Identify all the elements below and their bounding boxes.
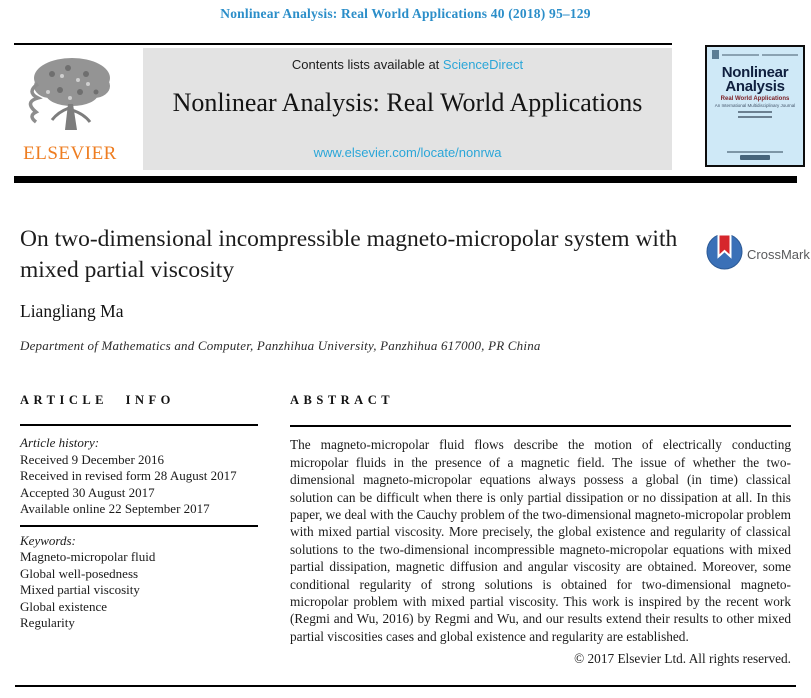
cover-header-bar [762,54,799,56]
journal-banner [143,48,672,170]
keyword-item: Global existence [20,598,107,614]
crossmark-icon [706,233,743,275]
banner-bottom-bar [14,176,797,183]
cover-header-bar [722,54,759,56]
keyword-item: Mixed partial viscosity [20,582,140,598]
cover-subtitle: Real World Applications [720,96,790,102]
keywords-label: Keywords: [20,532,76,548]
journal-title: Nonlinear Analysis: Real World Applications [172,88,643,117]
history-item: Accepted 30 August 2017 [20,484,155,500]
article-history-label: Article history: [20,435,100,451]
journal-cover-thumbnail[interactable] [705,45,805,167]
article-title: On two-dimensional incompressible magneto-micropolar system with mixed partial viscosity [20,226,678,283]
keyword-item: Regularity [20,614,75,630]
abstract-rule [290,425,791,427]
cover-editors-bar [738,111,772,113]
elsevier-wordmark: ELSEVIER [23,143,117,164]
cover-tagline: An International Multidisciplinary Journal [714,103,796,108]
abstract-column [290,392,791,668]
bottom-divider [15,685,796,687]
cover-editors-bar [738,116,772,118]
cover-title [707,66,803,93]
author-affiliation: Department of Mathematics and Computer, Panzhihua University, Panzhihua 617000, PR China [20,338,541,353]
article-info-heading: ARTICLE INFO [20,393,175,407]
crossmark-button[interactable] [706,233,810,275]
keyword-item: Global well-posedness [20,565,139,581]
cover-title-line2: Analysis [725,77,785,95]
cover-footer [707,151,803,160]
cover-footer-bar [727,151,783,153]
cover-sciencedirect-mark [740,155,770,160]
history-item: Available online 22 September 2017 [20,501,210,517]
journal-citation-header: Nonlinear Analysis: Real World Applications 40 (2018) 95–129 [220,6,591,21]
abstract-heading: ABSTRACT [290,393,395,407]
contents-line [143,57,672,72]
contents-line-prefix: Contents lists available at [291,57,443,72]
cover-header [707,47,803,59]
sciencedirect-link[interactable]: ScienceDirect [442,57,524,72]
history-item: Received in revised form 28 August 2017 [20,468,237,484]
crossmark-label: CrossMark [747,246,810,262]
cover-title-line1: Nonlinear [721,64,789,81]
article-info-rule [20,424,258,426]
author-name: Liangliang Ma [20,301,124,321]
journal-url-link[interactable]: www.elsevier.com/locate/nonrwa [313,145,502,160]
keywords-rule [20,525,258,527]
elsevier-tree-icon [22,123,118,140]
copyright-line: © 2017 Elsevier Ltd. All rights reserved. [574,651,791,667]
cover-publisher-mark-icon [712,50,719,59]
history-item: Received 9 December 2016 [20,451,165,467]
keyword-item: Magneto-micropolar fluid [20,549,156,565]
elsevier-logo[interactable] [16,50,124,166]
top-divider [14,43,672,45]
abstract-text: The magneto-micropolar fluid flows describe the motion of electrically conducting micropolar fluids in the presence of a magnetic field. The issue of whether the two-dimensional magneto-micropolar equations always possess a global (in time) classical solution can be difficult when there is only partial dissipation or no dissipation at all. In this paper, we deal with the Cauchy problem of the two-dimensional magneto-micropolar problem with mixed partial viscosity. More precisely, the global existence and regularity of classical solutions to the two-dimensional incompressible magneto-micropolar equations with mixed partial dissipation, magnetic diffusion and angular viscosity are obtained. Moreover, some conditional regularity of strong solutions is obtained for two-dimensional magneto-micropolar problem with mixed partial viscosity. This work is inspired by the recent work (Regmi and Wu, 2016) by Regmi and Wu, and our results extend their results to other mixed partial viscosities cases and global existence and regularity are established. [290,437,791,644]
article-info-column [20,392,258,631]
